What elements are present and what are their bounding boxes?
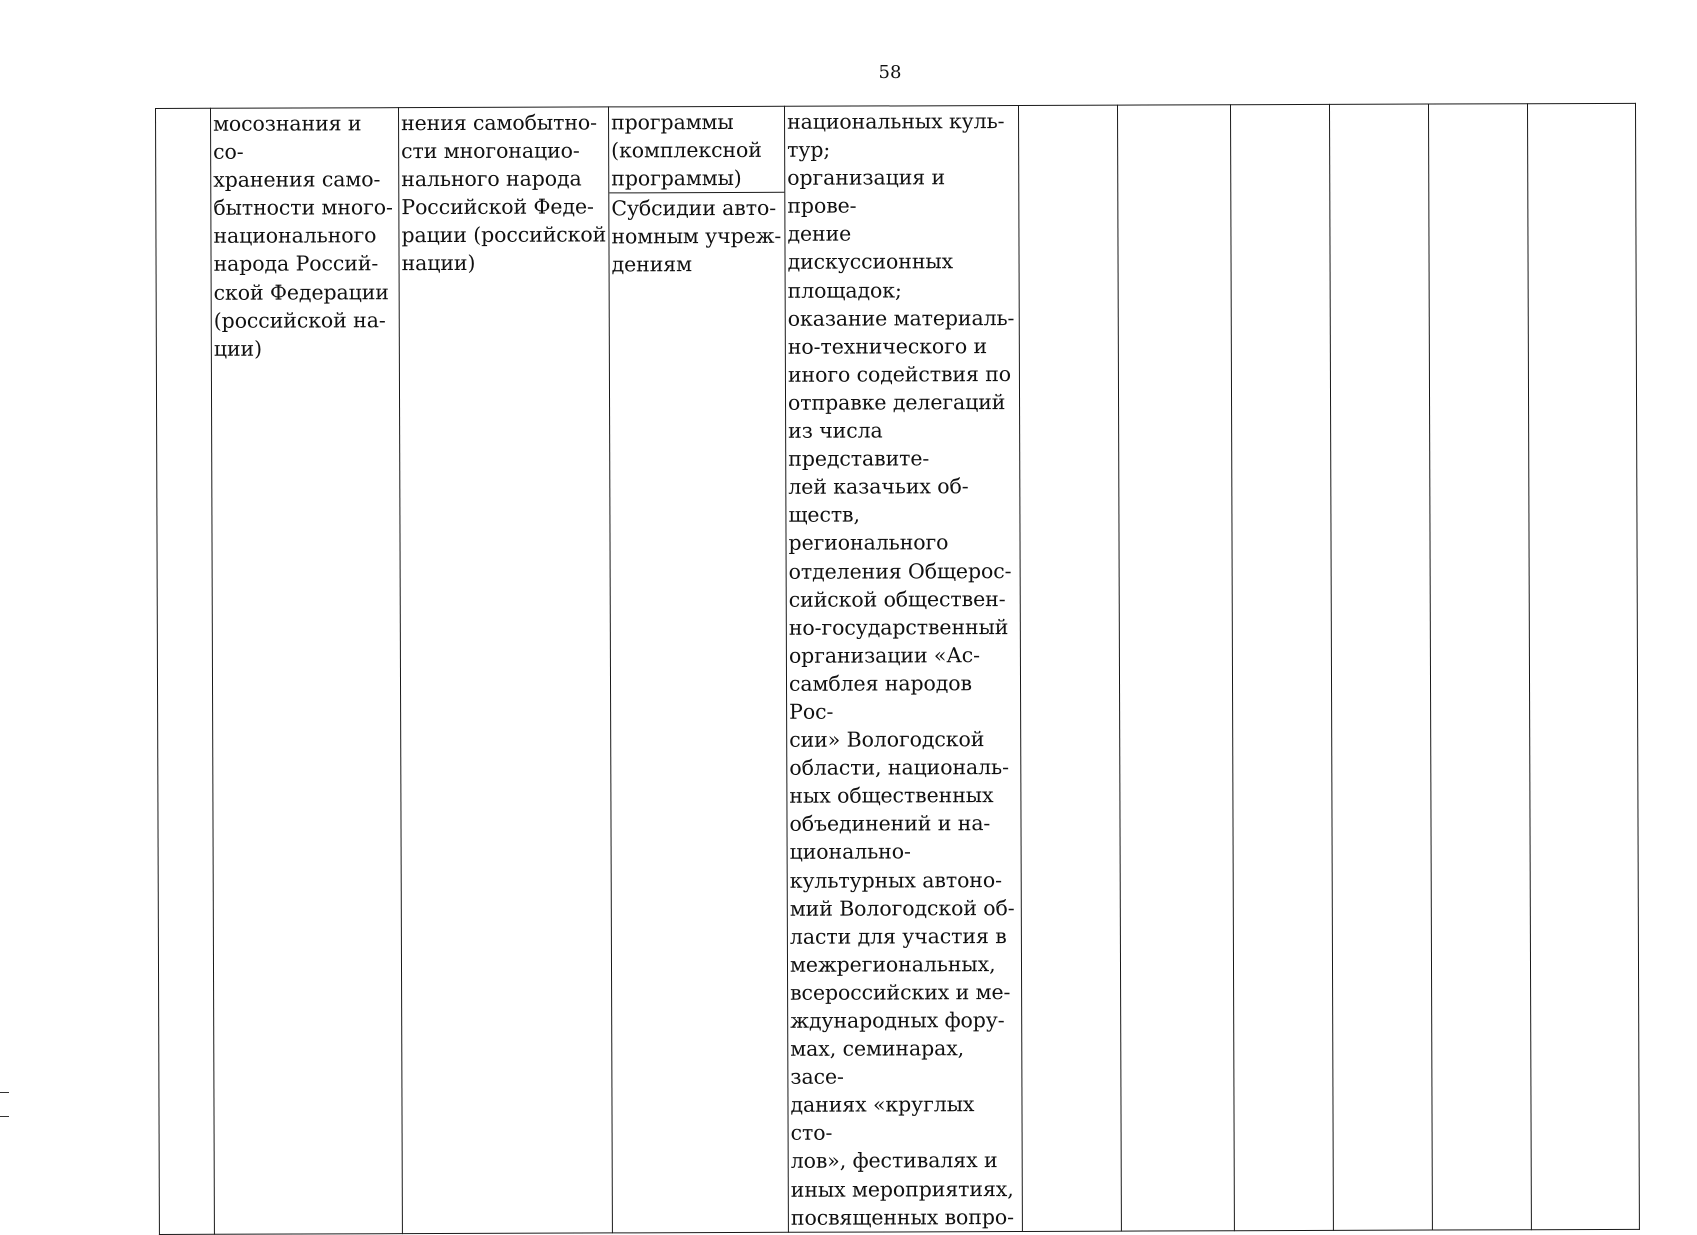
table-cell-empty — [1428, 104, 1531, 1230]
table-cell-index — [156, 108, 215, 1234]
subsidy-text: Субсидии авто- номным учреж- дениям — [611, 196, 782, 277]
page-number: 58 — [878, 62, 902, 83]
margin-mark — [0, 1116, 9, 1117]
table-cell-goal — [211, 108, 403, 1234]
goal-text: мосознания и со- хранения само- бытности много- национального народа Россий- ской Федерации (российской на- ции) — [213, 111, 393, 361]
table-cell-empty — [1018, 105, 1121, 1231]
table-cell-empty — [1117, 105, 1234, 1231]
program-text: программы (комплексной программы) — [611, 109, 762, 191]
margin-mark — [0, 1092, 9, 1093]
table-cell-empty — [1230, 104, 1333, 1230]
task-text: нения самобытно- сти многонацио- нального народа Российской Феде- рации (российской нации) — [401, 110, 607, 276]
activities-text: национальных куль- тур; организация и прове- дение дискуссионных площадок; оказание материаль- но-технического и иного содействия по отправке делегаций из числа представите- лей казачьих об- ществ, регионального отделения Общерос- сийской обществен- но-государственный организации «Ас- самблея народов Рос- сии» Вологодской области, националь- ных общественных объединений и на- ционально- культурных автоно- мий Вологодской об- ласти для участия в межрегиональных, всероссийских и ме- ждународных фору- мах, семинарах, засе- даниях «круглых сто- лов», фестивалях и иных мероприятиях, посвященных вопро- — [787, 109, 1015, 1230]
table-cell-empty — [1329, 104, 1432, 1230]
table-cell-task — [399, 107, 613, 1233]
table-cell-empty — [1527, 103, 1639, 1229]
table-cell-activities — [784, 105, 1022, 1232]
document-table — [155, 103, 1640, 1235]
program-subtable — [609, 107, 785, 279]
table-cell-program — [608, 106, 788, 1232]
table-row — [156, 103, 1640, 1234]
